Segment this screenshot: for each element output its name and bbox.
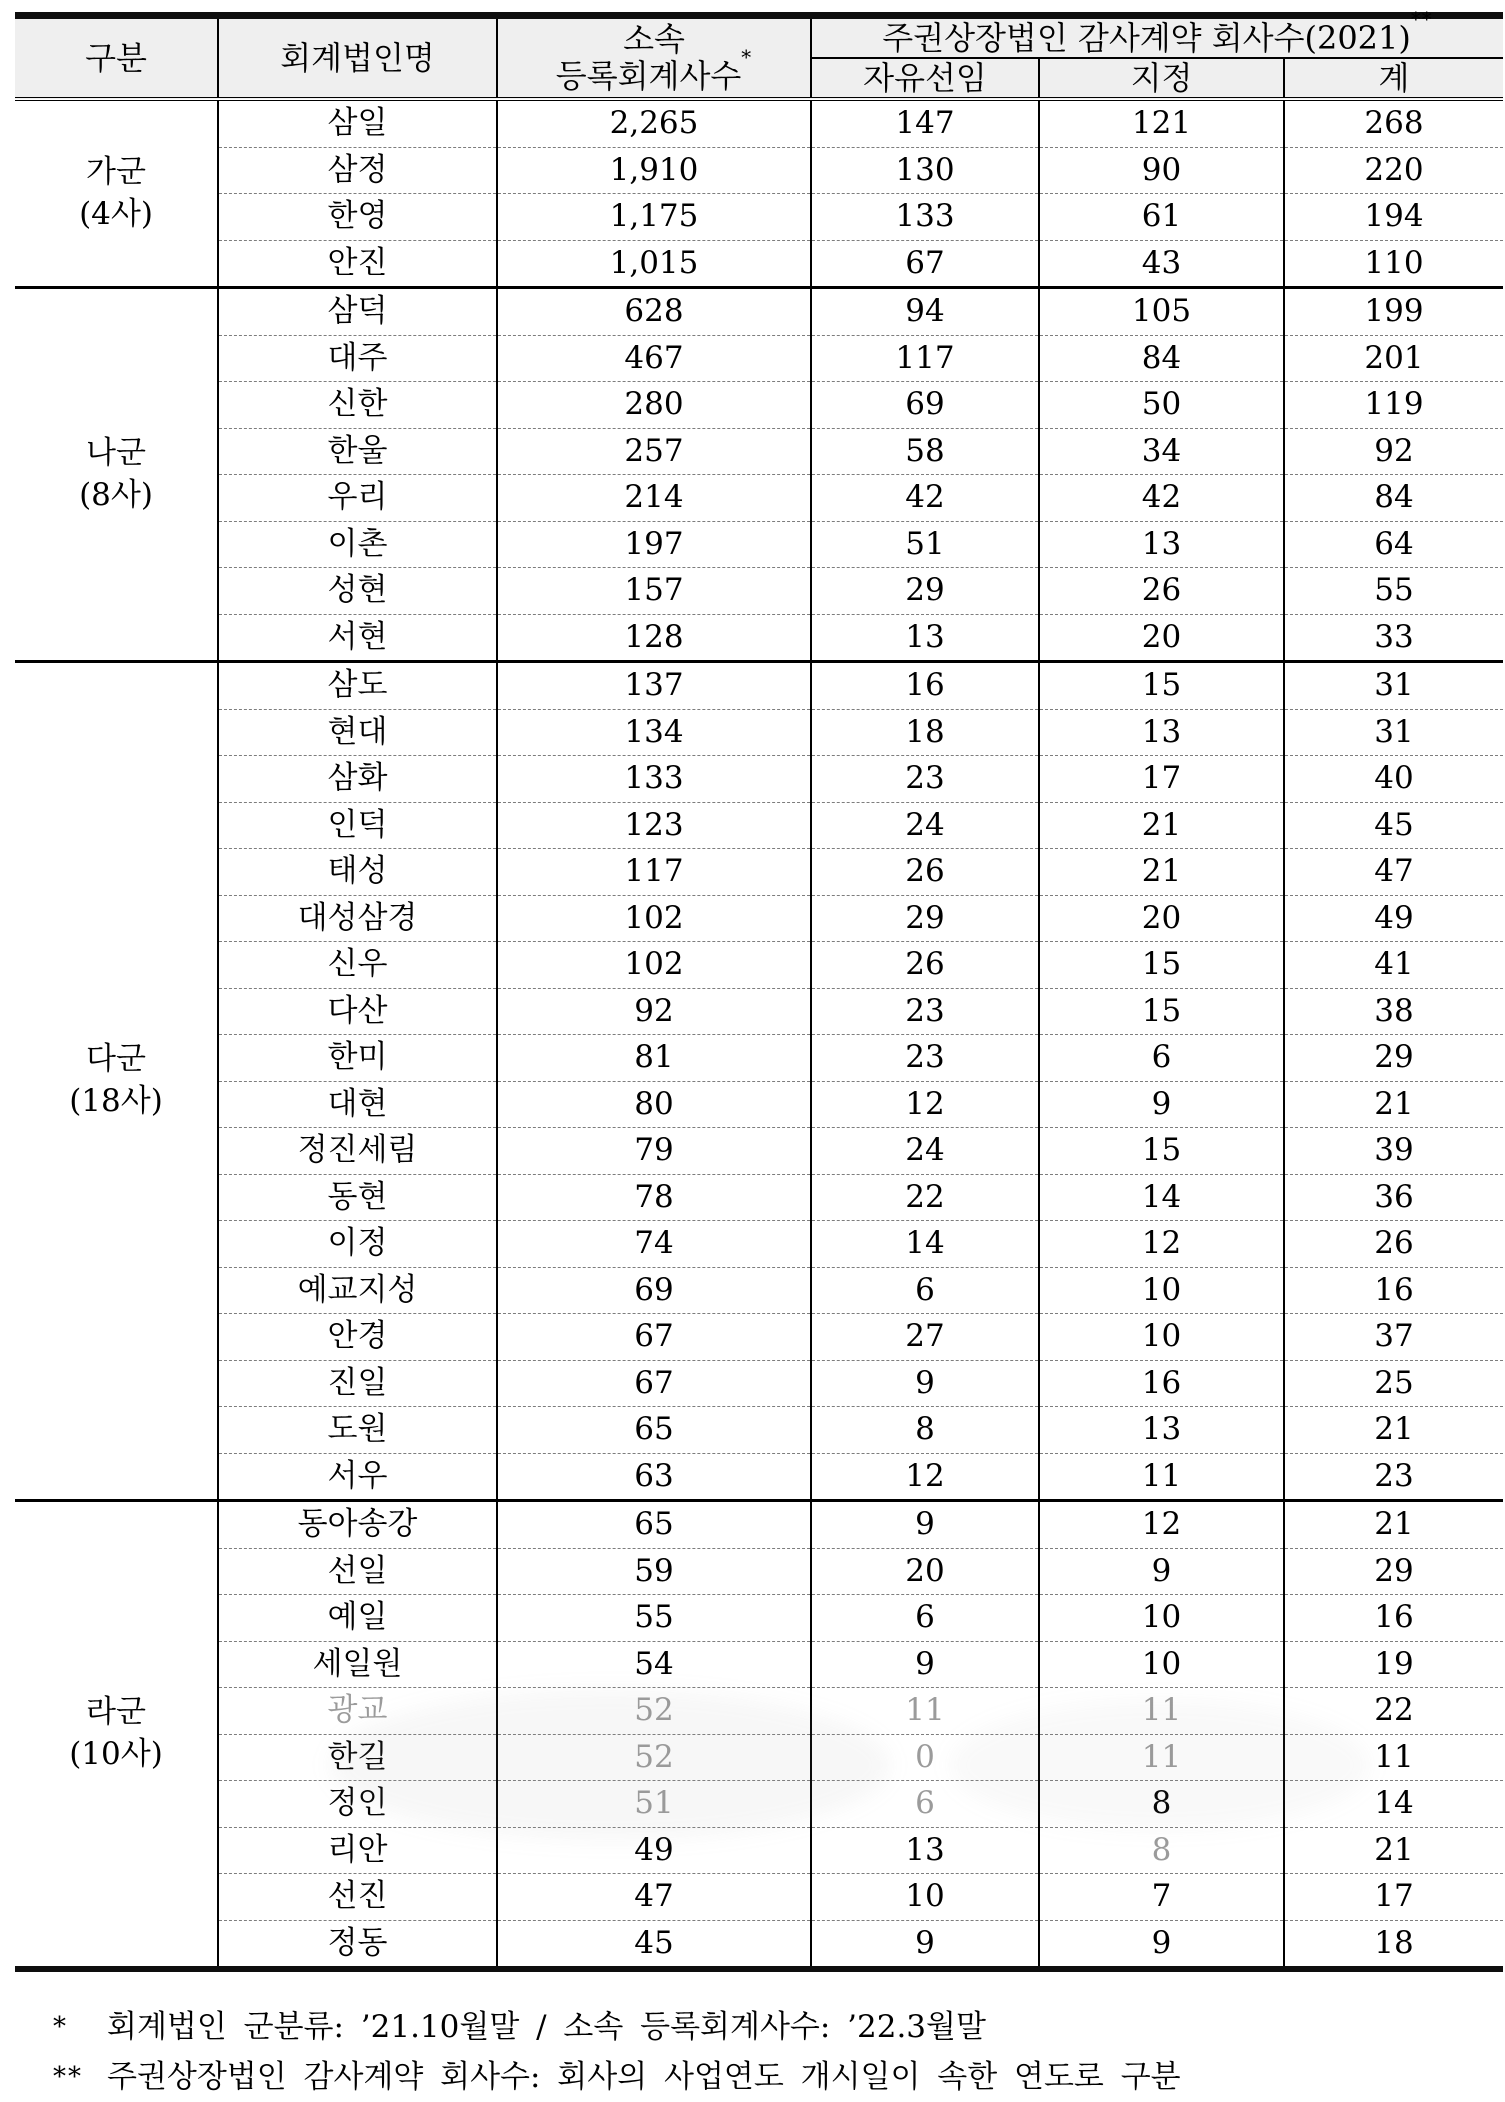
value-cell: 16 xyxy=(1284,1595,1503,1642)
table-row xyxy=(15,1688,1503,1735)
value-cell: 194 xyxy=(1284,194,1503,241)
table-row xyxy=(15,1081,1503,1128)
value-cell: 67 xyxy=(497,1314,811,1361)
firm-name-cell: 태성 xyxy=(218,849,497,896)
footnote-1 xyxy=(53,2002,1505,2052)
group-label-line1: 라군 xyxy=(86,1694,146,1731)
value-cell: 9 xyxy=(811,1641,1039,1688)
table-row xyxy=(15,756,1503,803)
value-cell: 20 xyxy=(1039,895,1284,942)
table-row xyxy=(15,1874,1503,1921)
value-cell: 24 xyxy=(811,1128,1039,1175)
footnote-2-text: 주권상장법인 감사계약 회사수: 회사의 사업연도 개시일이 속한 연도로 구분 xyxy=(107,2059,1181,2096)
value-cell: 10 xyxy=(1039,1314,1284,1361)
firm-name-cell: 우리 xyxy=(218,475,497,522)
value-cell: 80 xyxy=(497,1081,811,1128)
header-accountant-count xyxy=(497,16,811,100)
value-cell: 69 xyxy=(497,1267,811,1314)
value-cell: 214 xyxy=(497,475,811,522)
firm-name-cell: 대주 xyxy=(218,335,497,382)
table-row xyxy=(15,568,1503,615)
firm-name-cell: 신우 xyxy=(218,942,497,989)
firm-name-cell: 정동 xyxy=(218,1920,497,1969)
value-cell: 12 xyxy=(811,1081,1039,1128)
firm-name-cell: 진일 xyxy=(218,1360,497,1407)
value-cell: 24 xyxy=(811,802,1039,849)
value-cell: 14 xyxy=(1039,1174,1284,1221)
value-cell: 34 xyxy=(1039,428,1284,475)
firm-name-cell: 한미 xyxy=(218,1035,497,1082)
firm-name-cell: 이촌 xyxy=(218,521,497,568)
table-row xyxy=(15,1314,1503,1361)
value-cell: 7 xyxy=(1039,1874,1284,1921)
value-cell: 15 xyxy=(1039,662,1284,710)
value-cell: 12 xyxy=(1039,1501,1284,1549)
table-row xyxy=(15,1407,1503,1454)
value-cell: 121 xyxy=(1039,99,1284,147)
value-cell: 26 xyxy=(811,849,1039,896)
value-cell: 69 xyxy=(811,382,1039,429)
value-cell: 65 xyxy=(497,1501,811,1549)
footnotes xyxy=(15,2002,1505,2102)
value-cell: 10 xyxy=(811,1874,1039,1921)
firm-name-cell: 서현 xyxy=(218,614,497,662)
value-cell: 8 xyxy=(811,1407,1039,1454)
value-cell: 52 xyxy=(497,1734,811,1781)
value-cell: 55 xyxy=(497,1595,811,1642)
table-row xyxy=(15,1920,1503,1969)
value-cell: 55 xyxy=(1284,568,1503,615)
value-cell: 19 xyxy=(1284,1641,1503,1688)
value-cell: 15 xyxy=(1039,942,1284,989)
firm-name-cell: 삼덕 xyxy=(218,288,497,336)
firm-name-cell: 도원 xyxy=(218,1407,497,1454)
value-cell: 47 xyxy=(497,1874,811,1921)
group-label-line1: 다군 xyxy=(86,1041,146,1078)
table-row xyxy=(15,988,1503,1035)
value-cell: 26 xyxy=(1284,1221,1503,1268)
value-cell: 21 xyxy=(1284,1501,1503,1549)
value-cell: 21 xyxy=(1284,1081,1503,1128)
value-cell: 43 xyxy=(1039,240,1284,288)
firm-name-cell: 삼일 xyxy=(218,99,497,147)
group-label-line2: (8사) xyxy=(79,476,153,513)
value-cell: 23 xyxy=(811,1035,1039,1082)
value-cell: 40 xyxy=(1284,756,1503,803)
header-firm-name: 회계법인명 xyxy=(218,16,497,100)
table-row xyxy=(15,521,1503,568)
value-cell: 147 xyxy=(811,99,1039,147)
firm-name-cell: 다산 xyxy=(218,988,497,1035)
value-cell: 21 xyxy=(1039,849,1284,896)
value-cell: 42 xyxy=(811,475,1039,522)
table-body xyxy=(15,99,1503,1969)
value-cell: 90 xyxy=(1039,147,1284,194)
table-row xyxy=(15,1453,1503,1501)
value-cell: 117 xyxy=(811,335,1039,382)
value-cell: 11 xyxy=(811,1688,1039,1735)
table-row xyxy=(15,1827,1503,1874)
value-cell: 49 xyxy=(497,1827,811,1874)
firm-name-cell: 안경 xyxy=(218,1314,497,1361)
value-cell: 51 xyxy=(811,521,1039,568)
group-label-cell xyxy=(15,288,218,662)
value-cell: 13 xyxy=(1039,1407,1284,1454)
value-cell: 52 xyxy=(497,1688,811,1735)
value-cell: 27 xyxy=(811,1314,1039,1361)
firm-name-cell: 삼화 xyxy=(218,756,497,803)
table-row xyxy=(15,1595,1503,1642)
header-gubun: 구분 xyxy=(15,16,218,100)
value-cell: 9 xyxy=(1039,1081,1284,1128)
value-cell: 51 xyxy=(497,1781,811,1828)
value-cell: 64 xyxy=(1284,521,1503,568)
firm-name-cell: 대현 xyxy=(218,1081,497,1128)
firm-name-cell: 예교지성 xyxy=(218,1267,497,1314)
value-cell: 1,910 xyxy=(497,147,811,194)
value-cell: 1,015 xyxy=(497,240,811,288)
value-cell: 33 xyxy=(1284,614,1503,662)
value-cell: 16 xyxy=(811,662,1039,710)
value-cell: 9 xyxy=(811,1501,1039,1549)
value-cell: 59 xyxy=(497,1548,811,1595)
header-listed-contracts-group: 주권상장법인 감사계약 회사수(2021)** xyxy=(811,16,1503,59)
value-cell: 50 xyxy=(1039,382,1284,429)
value-cell: 94 xyxy=(811,288,1039,336)
table-row xyxy=(15,1221,1503,1268)
value-cell: 26 xyxy=(1039,568,1284,615)
table-row xyxy=(15,240,1503,288)
value-cell: 67 xyxy=(497,1360,811,1407)
header-total: 계 xyxy=(1284,58,1503,99)
footnote-2-marker: ** xyxy=(53,2062,83,2093)
table-row xyxy=(15,1267,1503,1314)
firm-name-cell: 삼정 xyxy=(218,147,497,194)
table-row xyxy=(15,709,1503,756)
value-cell: 37 xyxy=(1284,1314,1503,1361)
value-cell: 54 xyxy=(497,1641,811,1688)
value-cell: 102 xyxy=(497,942,811,989)
value-cell: 1,175 xyxy=(497,194,811,241)
table-row xyxy=(15,475,1503,522)
group-label-cell xyxy=(15,1501,218,1970)
table-row xyxy=(15,1174,1503,1221)
value-cell: 61 xyxy=(1039,194,1284,241)
value-cell: 199 xyxy=(1284,288,1503,336)
value-cell: 11 xyxy=(1039,1734,1284,1781)
value-cell: 0 xyxy=(811,1734,1039,1781)
value-cell: 81 xyxy=(497,1035,811,1082)
table-row xyxy=(15,1641,1503,1688)
group-label-line2: (4사) xyxy=(79,195,153,232)
footnote-1-marker: * xyxy=(53,2012,68,2042)
value-cell: 14 xyxy=(1284,1781,1503,1828)
value-cell: 133 xyxy=(811,194,1039,241)
value-cell: 29 xyxy=(1284,1548,1503,1595)
value-cell: 84 xyxy=(1039,335,1284,382)
firm-name-cell: 선진 xyxy=(218,1874,497,1921)
footnote-ref-double-asterisk: ** xyxy=(1410,8,1433,32)
table-row xyxy=(15,1360,1503,1407)
table-row xyxy=(15,99,1503,147)
table-row xyxy=(15,849,1503,896)
table-row xyxy=(15,335,1503,382)
firm-name-cell: 정인 xyxy=(218,1781,497,1828)
group-label-line2: (10사) xyxy=(69,1736,163,1772)
table-row xyxy=(15,1781,1503,1828)
value-cell: 117 xyxy=(497,849,811,896)
value-cell: 31 xyxy=(1284,662,1503,710)
value-cell: 17 xyxy=(1039,756,1284,803)
value-cell: 11 xyxy=(1039,1688,1284,1735)
value-cell: 2,265 xyxy=(497,99,811,147)
table-row xyxy=(15,614,1503,662)
value-cell: 9 xyxy=(811,1360,1039,1407)
value-cell: 11 xyxy=(1039,1453,1284,1501)
footnote-2 xyxy=(53,2052,1505,2102)
value-cell: 45 xyxy=(1284,802,1503,849)
value-cell: 29 xyxy=(811,568,1039,615)
value-cell: 23 xyxy=(1284,1453,1503,1501)
value-cell: 16 xyxy=(1039,1360,1284,1407)
value-cell: 467 xyxy=(497,335,811,382)
table-header xyxy=(15,8,1503,100)
value-cell: 31 xyxy=(1284,709,1503,756)
group-label-cell xyxy=(15,99,218,288)
table-row xyxy=(15,802,1503,849)
value-cell: 8 xyxy=(1039,1781,1284,1828)
value-cell: 13 xyxy=(811,1827,1039,1874)
value-cell: 628 xyxy=(497,288,811,336)
firm-name-cell: 한길 xyxy=(218,1734,497,1781)
value-cell: 45 xyxy=(497,1920,811,1969)
footnote-1-text: 회계법인 군분류: ’21.10월말 / 소속 등록회계사수: ’22.3월말 xyxy=(107,2009,986,2045)
value-cell: 20 xyxy=(811,1548,1039,1595)
table-row xyxy=(15,662,1503,710)
table-row xyxy=(15,428,1503,475)
value-cell: 29 xyxy=(1284,1035,1503,1082)
table-row xyxy=(15,1548,1503,1595)
value-cell: 10 xyxy=(1039,1641,1284,1688)
value-cell: 13 xyxy=(811,614,1039,662)
table-row xyxy=(15,942,1503,989)
value-cell: 63 xyxy=(497,1453,811,1501)
value-cell: 25 xyxy=(1284,1360,1503,1407)
footnote-ref-asterisk: * xyxy=(741,46,753,70)
value-cell: 105 xyxy=(1039,288,1284,336)
value-cell: 21 xyxy=(1284,1407,1503,1454)
value-cell: 42 xyxy=(1039,475,1284,522)
table-row xyxy=(15,288,1503,336)
firm-name-cell: 성현 xyxy=(218,568,497,615)
value-cell: 92 xyxy=(497,988,811,1035)
value-cell: 220 xyxy=(1284,147,1503,194)
value-cell: 6 xyxy=(1039,1035,1284,1082)
header-accountant-line1: 소속 xyxy=(623,20,685,59)
firm-name-cell: 대성삼경 xyxy=(218,895,497,942)
value-cell: 102 xyxy=(497,895,811,942)
value-cell: 18 xyxy=(1284,1920,1503,1969)
firm-name-cell: 동아송강 xyxy=(218,1501,497,1549)
value-cell: 137 xyxy=(497,662,811,710)
firm-name-cell: 광교 xyxy=(218,1688,497,1735)
value-cell: 12 xyxy=(811,1453,1039,1501)
value-cell: 110 xyxy=(1284,240,1503,288)
value-cell: 8 xyxy=(1039,1827,1284,1874)
table-row xyxy=(15,194,1503,241)
value-cell: 58 xyxy=(811,428,1039,475)
value-cell: 280 xyxy=(497,382,811,429)
value-cell: 133 xyxy=(497,756,811,803)
table-row xyxy=(15,1501,1503,1549)
value-cell: 26 xyxy=(811,942,1039,989)
value-cell: 78 xyxy=(497,1174,811,1221)
value-cell: 23 xyxy=(811,756,1039,803)
value-cell: 84 xyxy=(1284,475,1503,522)
value-cell: 21 xyxy=(1039,802,1284,849)
value-cell: 10 xyxy=(1039,1267,1284,1314)
value-cell: 157 xyxy=(497,568,811,615)
table-row xyxy=(15,895,1503,942)
firm-name-cell: 예일 xyxy=(218,1595,497,1642)
firm-name-cell: 한영 xyxy=(218,194,497,241)
value-cell: 17 xyxy=(1284,1874,1503,1921)
value-cell: 13 xyxy=(1039,521,1284,568)
value-cell: 6 xyxy=(811,1595,1039,1642)
value-cell: 20 xyxy=(1039,614,1284,662)
firm-name-cell: 리안 xyxy=(218,1827,497,1874)
value-cell: 6 xyxy=(811,1267,1039,1314)
value-cell: 67 xyxy=(811,240,1039,288)
value-cell: 39 xyxy=(1284,1128,1503,1175)
firm-name-cell: 현대 xyxy=(218,709,497,756)
value-cell: 41 xyxy=(1284,942,1503,989)
value-cell: 18 xyxy=(811,709,1039,756)
group-label-line2: (18사) xyxy=(69,1083,163,1119)
audit-firms-table xyxy=(15,8,1503,1972)
value-cell: 130 xyxy=(811,147,1039,194)
firm-name-cell: 동현 xyxy=(218,1174,497,1221)
table-row xyxy=(15,1734,1503,1781)
value-cell: 92 xyxy=(1284,428,1503,475)
firm-name-cell: 한울 xyxy=(218,428,497,475)
value-cell: 47 xyxy=(1284,849,1503,896)
group-label-line1: 가군 xyxy=(86,153,146,190)
value-cell: 74 xyxy=(497,1221,811,1268)
value-cell: 16 xyxy=(1284,1267,1503,1314)
value-cell: 9 xyxy=(1039,1920,1284,1969)
firm-name-cell: 안진 xyxy=(218,240,497,288)
value-cell: 6 xyxy=(811,1781,1039,1828)
group-label-line1: 나군 xyxy=(86,434,146,471)
firm-name-cell: 선일 xyxy=(218,1548,497,1595)
value-cell: 9 xyxy=(1039,1548,1284,1595)
value-cell: 268 xyxy=(1284,99,1503,147)
firm-name-cell: 정진세림 xyxy=(218,1128,497,1175)
value-cell: 38 xyxy=(1284,988,1503,1035)
firm-name-cell: 세일원 xyxy=(218,1641,497,1688)
value-cell: 197 xyxy=(497,521,811,568)
value-cell: 201 xyxy=(1284,335,1503,382)
value-cell: 79 xyxy=(497,1128,811,1175)
value-cell: 14 xyxy=(811,1221,1039,1268)
value-cell: 134 xyxy=(497,709,811,756)
firm-name-cell: 서우 xyxy=(218,1453,497,1501)
value-cell: 15 xyxy=(1039,988,1284,1035)
value-cell: 10 xyxy=(1039,1595,1284,1642)
table-row xyxy=(15,1128,1503,1175)
table-row xyxy=(15,1035,1503,1082)
value-cell: 49 xyxy=(1284,895,1503,942)
table-row xyxy=(15,147,1503,194)
value-cell: 128 xyxy=(497,614,811,662)
value-cell: 9 xyxy=(811,1920,1039,1969)
value-cell: 29 xyxy=(811,895,1039,942)
firm-name-cell: 신한 xyxy=(218,382,497,429)
header-designated: 지정 xyxy=(1039,58,1284,99)
firm-name-cell: 이정 xyxy=(218,1221,497,1268)
value-cell: 119 xyxy=(1284,382,1503,429)
value-cell: 23 xyxy=(811,988,1039,1035)
value-cell: 12 xyxy=(1039,1221,1284,1268)
value-cell: 65 xyxy=(497,1407,811,1454)
value-cell: 15 xyxy=(1039,1128,1284,1175)
value-cell: 36 xyxy=(1284,1174,1503,1221)
value-cell: 22 xyxy=(811,1174,1039,1221)
firm-name-cell: 인덕 xyxy=(218,802,497,849)
value-cell: 13 xyxy=(1039,709,1284,756)
value-cell: 11 xyxy=(1284,1734,1503,1781)
group-label-cell xyxy=(15,662,218,1501)
firm-name-cell: 삼도 xyxy=(218,662,497,710)
value-cell: 22 xyxy=(1284,1688,1503,1735)
table-row xyxy=(15,382,1503,429)
value-cell: 257 xyxy=(497,428,811,475)
header-accountant-line2: 등록회계사수* xyxy=(555,46,753,95)
header-free-appointment: 자유선임 xyxy=(811,58,1039,99)
value-cell: 123 xyxy=(497,802,811,849)
value-cell: 21 xyxy=(1284,1827,1503,1874)
